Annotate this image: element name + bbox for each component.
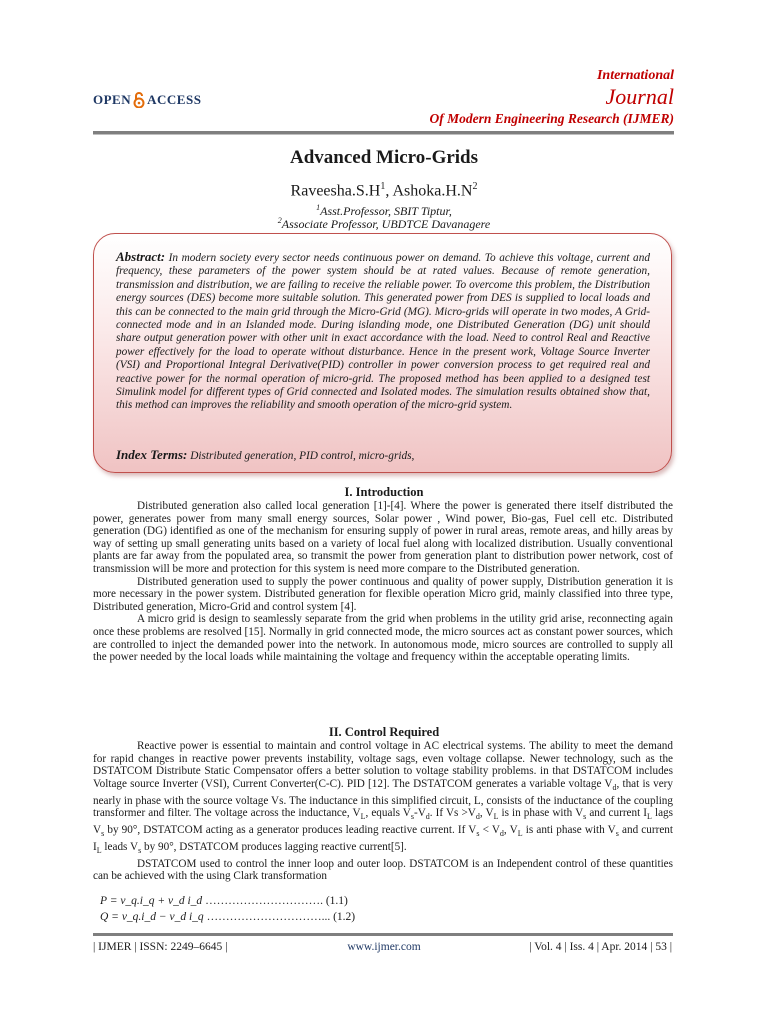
abstract [116, 250, 650, 413]
author-1: Raveesha.S.H [290, 182, 381, 200]
section-heading-introduction: I. Introduction [344, 485, 424, 499]
footer-volume-page: | Vol. 4 | Iss. 4 | Apr. 2014 | 53 | [529, 941, 672, 953]
equation-1-2 [100, 911, 355, 923]
introduction-body [93, 500, 673, 664]
author-1-sup: 1 [380, 181, 386, 192]
control-paragraph-1: Reactive power is essential to maintain and control voltage in AC electrical systems. The ability to meet the demand for rapid changes in reactive power prevents instability, voltage sags, even voltage collapse. Newer technology, such as the DSTATCOM Distribute Static Compensator offers a better solution to voltage stability problems. in that DSTATCOM includes Voltage source Inverter (VSI), Current Converter(C-C). PID [12]. The DSTATCOM generates a variable voltage $V_d$, that is very nearly in phase with the source voltage Vs. The inductance in this simplified circuit, L, consists of the inductance of the coupling transformer and filter. The voltage across the inductance, $V_L$, equals $V_s-V_d$. If $Vs >V_d$, $V_L$ is in phase with $V_s$ and current $I_L$ lags $V_s$ by 90°, DSTATCOM acting as a generator produces leading reactive current. If $V_s < V_d$, $V_L$ is anti phase with $V_s$ and current $I_L$ leads $V_s$ by 90°, DSTATCOM produces lagging reactive current[5]. [93, 740, 673, 856]
open-access-logo [93, 92, 201, 108]
paper-title: Advanced Micro-Grids [289, 147, 479, 168]
footer-rule [93, 933, 673, 936]
affiliation-1-sup: 1 [316, 203, 321, 212]
introduction-paragraph-1: Distributed generation also called local generation [1]-[4]. Where the power is generated there itself distributed the power, generates power from many small energy sources, Solar power , Wind power, Bio-gas, Fuel cell etc. Distributed generation (DG) identified as one of the mechanism for ensuring supply of power in rural areas, remote areas, and hilly areas by way of setting up small generating units based on a variety of local fuel along with localized distribution. Usually conventional plants are far away from the populated area, so transmit the power from generation plant to distribution power network, cost of transmission will be more and protection for this system is need more compare to the Distributed generation. [93, 500, 673, 575]
author-sep: , [385, 182, 393, 200]
control-required-body [93, 740, 673, 883]
affiliation-2-sup: 2 [277, 216, 282, 225]
equation-1-1-math: P = v_q.i_q + v_d i_d [100, 895, 203, 907]
equation-1-2-number: …………………………... (1.2) [203, 911, 356, 923]
open-access-right: ACCESS [147, 92, 202, 107]
footer-journal-issn: | IJMER | ISSN: 2249–6645 | [93, 941, 228, 953]
affiliation-2 [0, 216, 768, 232]
equation-1-1 [100, 895, 348, 907]
journal-international: International [596, 68, 674, 83]
introduction-paragraph-2: Distributed generation used to supply the power continuous and quality of power supply, Distribution generation it is more necessary in the power system. Distributed generation for flexible operation Micro grid, mainly classified into three type, Distributed generation, Micro-Grid and control system [4]. [93, 575, 673, 613]
introduction-paragraph-3: A micro grid is design to seamlessly separate from the grid when problems in the utility grid arise, reconnecting again once these problems are resolved [15]. Normally in grid connected mode, the micro sources act as constant power sources, which are controlled to inject the demanded power into the network. In autonomous mode, micro sources are controlled to supply all the power needed by the local loads while maintaining the voltage and frequency within the acceptable operating limits. [93, 613, 673, 664]
index-terms [116, 447, 650, 463]
section-heading-control-required: II. Control Required [328, 725, 440, 739]
abstract-text: In modern society every sector needs continuous power on demand. To achieve this voltage, current and frequency, these parameters of the power system should be at rated values. Because of remote generation, transmission and distribution, we are failing to receive the reliable power. To overcome this problem, the Distribution energy sources (DES) become more suitable solution. This generated power from DES is supplied to local loads and this can be connected to the main grid through the Micro-Grid (MG). Micro-grids will operate in two modes, A Grid-connected mode and in an Islanded mode. During islanding mode, one Distributed Generation (DG) unit should share output generation power with other unit in exact accordance with the load. Need to control Real and Reactive power effectively for the load to operate without disturbance. Hence in the present work, Voltage Source Inverter (VSI) and Proportional Integral Derivative(PID) controller in power conversion process to get required real and reactive power for the normal operation of micro-grid. The proposed method has been applied to a designed test Simulink model for different types of Grid connected and Isolated modes. The simulation results obtained show that, this method can improves the reliability and smooth operation of the micro-grid system. [116, 252, 650, 412]
header-rule [93, 131, 674, 135]
open-lock-icon [133, 92, 145, 108]
affiliation-1-text: Asst.Professor, SBIT Tiptur, [320, 204, 452, 218]
control-paragraph-2: DSTATCOM used to control the inner loop and outer loop. DSTATCOM is an Independent control of these quantities can be achieved with the using Clark transformation [93, 857, 673, 883]
journal-subtitle: Of Modern Engineering Research (IJMER) [429, 111, 674, 126]
index-terms-text: Distributed generation, PID control, micro-grids, [187, 450, 415, 462]
index-terms-lead: Index Terms: [116, 447, 188, 462]
journal-name: Journal [605, 84, 674, 109]
abstract-lead: Abstract: [116, 249, 166, 264]
open-access-left: OPEN [93, 92, 132, 107]
author-2: Ashoka.H.N [392, 182, 473, 200]
author-2-sup: 2 [472, 181, 478, 192]
affiliation-2-text: Associate Professor, UBDTCE Davanagere [281, 217, 491, 231]
authors [0, 181, 768, 200]
footer-website-link[interactable]: www.ijmer.com [347, 941, 421, 953]
equation-1-1-number: …………………………. (1.1) [202, 895, 348, 907]
equation-1-2-math: Q = v_q.i_d − v_d i_q [100, 911, 204, 923]
